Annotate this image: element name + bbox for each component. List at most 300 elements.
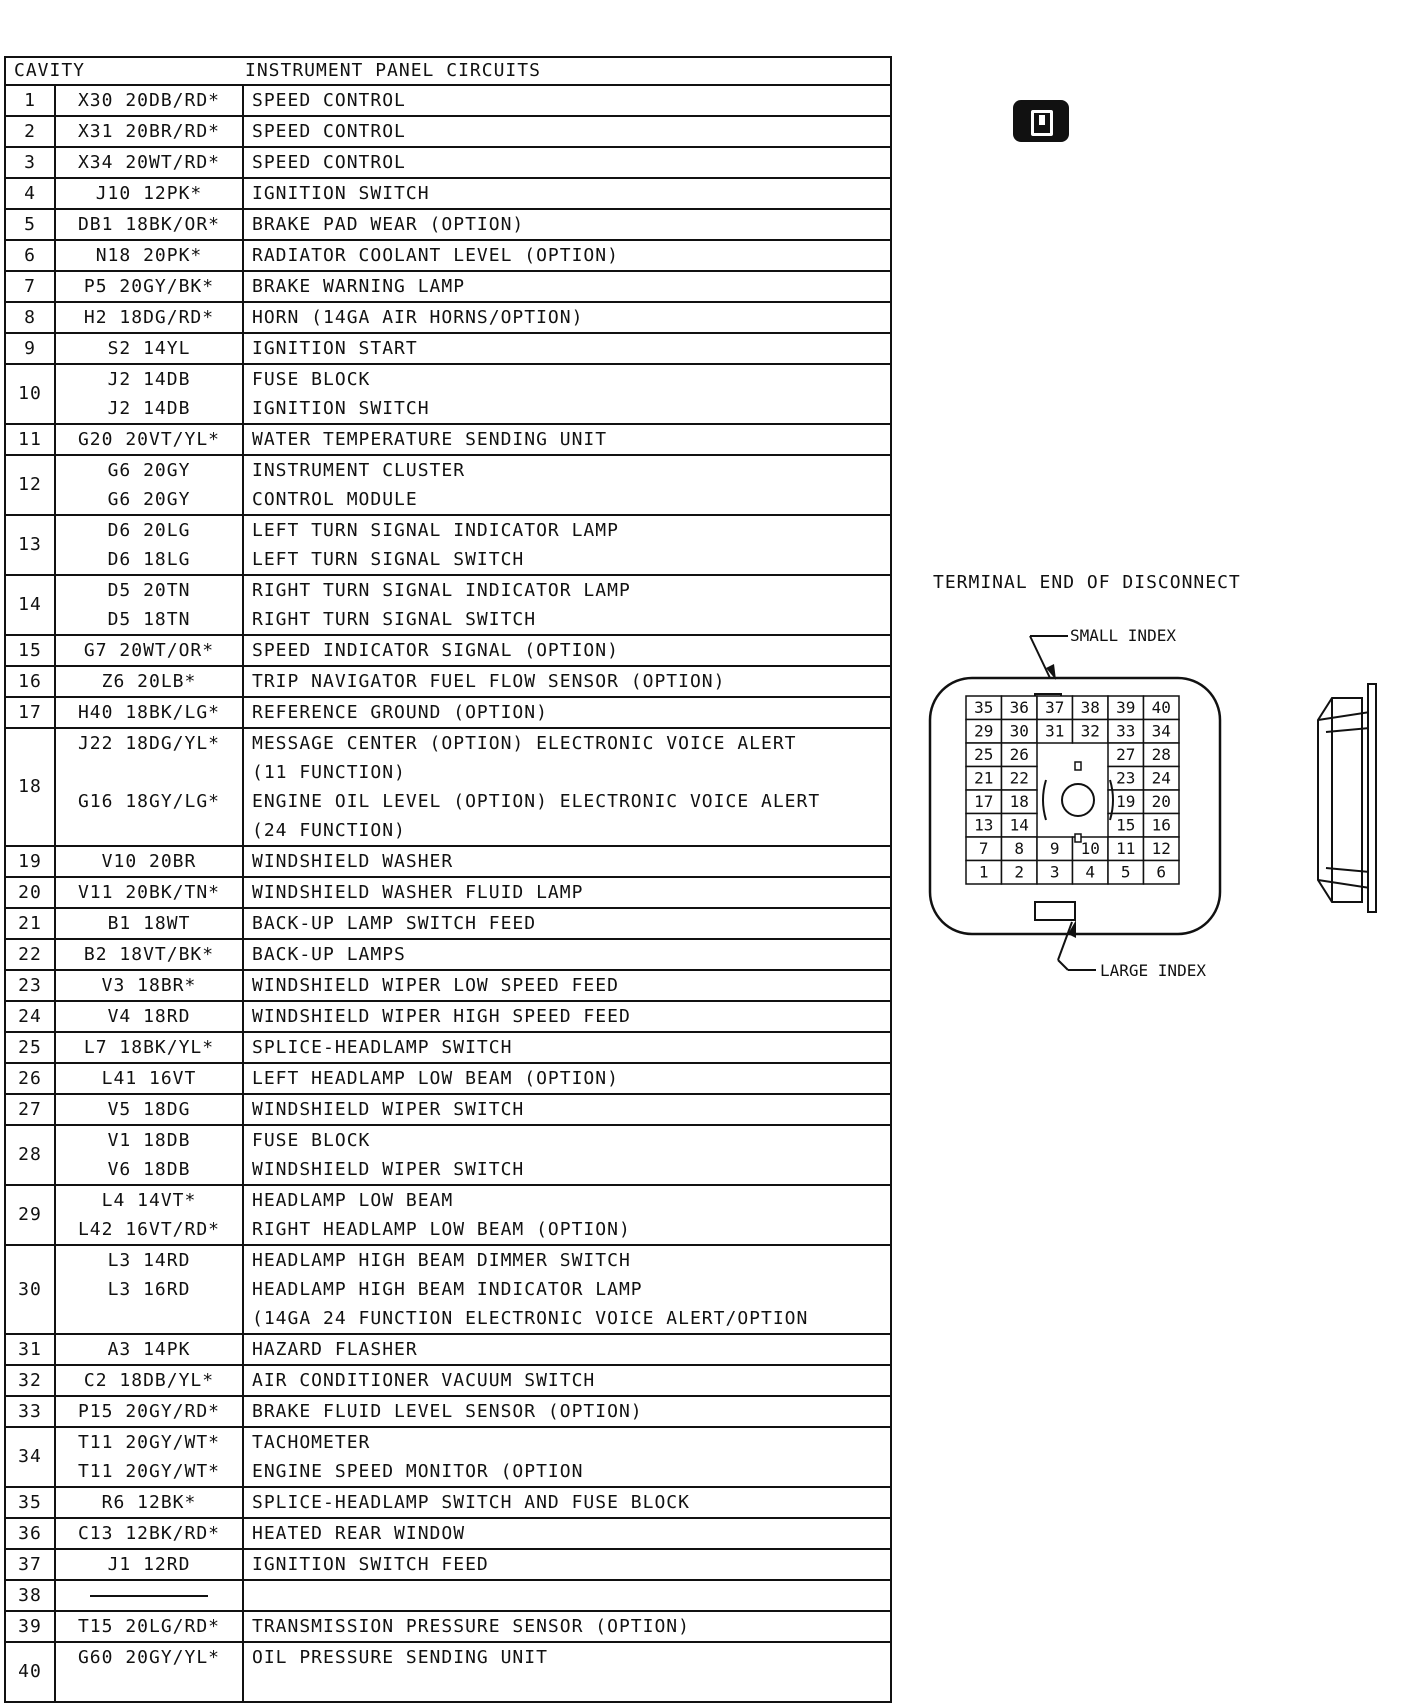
- table-row: [5, 1396, 891, 1427]
- table-row: [5, 364, 891, 424]
- table-row: [5, 424, 891, 455]
- circuit-description: [252, 1581, 882, 1610]
- circuit-description: HORN (14GA AIR HORNS/OPTION): [252, 307, 584, 328]
- circuit-description: BRAKE PAD WEAR (OPTION): [252, 214, 525, 235]
- header-circuits-label: INSTRUMENT PANEL CIRCUITS: [245, 60, 541, 81]
- cavity-number: 35: [5, 1487, 55, 1518]
- terminal-number: 14: [1009, 815, 1029, 835]
- table-row: [5, 455, 891, 515]
- circuit-description: WINDSHIELD WIPER SWITCH: [252, 1159, 525, 1180]
- circuit-description-cell: [243, 147, 891, 178]
- wire-code-cell: [55, 728, 243, 846]
- latch-left-arc: [1043, 780, 1046, 820]
- table-row: [5, 240, 891, 271]
- wire-code-cell: [55, 1487, 243, 1518]
- circuit-description: INSTRUMENT CLUSTER: [252, 460, 466, 481]
- terminal-number: 15: [1116, 815, 1136, 835]
- cavity-number: 27: [5, 1094, 55, 1125]
- cavity-number: 15: [5, 635, 55, 666]
- cavity-number: 16: [5, 666, 55, 697]
- circuit-description: (11 FUNCTION): [252, 762, 406, 783]
- cavity-number: 23: [5, 970, 55, 1001]
- wire-code-cell: [55, 1032, 243, 1063]
- header-circuits: [243, 57, 891, 85]
- small-index-arrow-line: [1030, 636, 1050, 678]
- circuit-description: ENGINE OIL LEVEL (OPTION) ELECTRONIC VOICE ALERT: [252, 791, 821, 812]
- wire-code: J1 12RD: [107, 1554, 191, 1575]
- table-row: [5, 1125, 891, 1185]
- circuit-description-cell: [243, 302, 891, 333]
- wire-code-cell: [55, 1094, 243, 1125]
- cavity-number: 12: [5, 455, 55, 515]
- table-row: [5, 1032, 891, 1063]
- circuit-description: RIGHT HEADLAMP LOW BEAM (OPTION): [252, 1219, 631, 1240]
- wire-code-cell: [55, 1549, 243, 1580]
- wire-code: X34 20WT/RD*: [77, 152, 221, 173]
- terminal-number: 31: [1045, 721, 1065, 741]
- circuit-description: RIGHT TURN SIGNAL INDICATOR LAMP: [252, 580, 631, 601]
- wire-code-cell: [55, 1427, 243, 1487]
- terminal-number: 10: [1080, 839, 1100, 858]
- cavity-number: 22: [5, 939, 55, 970]
- circuit-description-cell: [243, 1518, 891, 1549]
- circuit-description-cell: [243, 1063, 891, 1094]
- wire-code: L3 14RD: [107, 1250, 191, 1271]
- table-row: [5, 846, 891, 877]
- circuit-description-cell: [243, 424, 891, 455]
- wire-code: L7 18BK/YL*: [83, 1037, 215, 1058]
- connector-title: TERMINAL END OF DISCONNECT: [933, 572, 1241, 593]
- table-row: [5, 1334, 891, 1365]
- table-row: [5, 877, 891, 908]
- wire-code: L3 16RD: [107, 1279, 191, 1300]
- wire-code: J2 14DB: [107, 398, 191, 419]
- cavity-number: 36: [5, 1518, 55, 1549]
- wire-code: N18 20PK*: [95, 245, 203, 266]
- circuit-description: ENGINE SPEED MONITOR (OPTION: [252, 1461, 584, 1482]
- wire-code: D5 18TN: [107, 609, 191, 630]
- wire-code: P15 20GY/RD*: [77, 1401, 221, 1422]
- circuit-description: IGNITION SWITCH: [252, 183, 430, 204]
- terminal-number: 36: [1009, 698, 1029, 717]
- terminal-number: 1: [978, 862, 989, 882]
- wire-code-cell: [55, 209, 243, 240]
- circuit-description-cell: [243, 877, 891, 908]
- circuit-description: AIR CONDITIONER VACUUM SWITCH: [252, 1370, 596, 1391]
- circuit-description-cell: [243, 728, 891, 846]
- circuit-description: SPEED CONTROL: [252, 152, 406, 173]
- table-row: [5, 515, 891, 575]
- circuit-description: OIL PRESSURE SENDING UNIT: [252, 1647, 548, 1668]
- circuit-description-cell: [243, 333, 891, 364]
- wire-code: DB1 18BK/OR*: [77, 214, 221, 235]
- circuit-description-cell: [243, 271, 891, 302]
- circuit-description-cell: [243, 846, 891, 877]
- terminal-number: 26: [1009, 745, 1029, 764]
- wire-code: L4 14VT*: [101, 1190, 197, 1211]
- terminal-number: 19: [1116, 792, 1136, 811]
- cavity-number: 30: [5, 1245, 55, 1334]
- terminal-number: 3: [1049, 862, 1060, 882]
- large-index-arrow-line: [1058, 922, 1072, 960]
- wire-code-cell: [55, 364, 243, 424]
- cavity-number: 1: [5, 85, 55, 116]
- table-row: [5, 1487, 891, 1518]
- cavity-number: 5: [5, 209, 55, 240]
- connector-side-view: [1318, 684, 1376, 912]
- terminal-grid: [966, 696, 1179, 884]
- wire-code-cell: [55, 575, 243, 635]
- terminal-number: 16: [1151, 815, 1171, 835]
- large-index-leader-a: [1058, 960, 1068, 970]
- circuit-description: SPLICE-HEADLAMP SWITCH: [252, 1037, 513, 1058]
- cavity-number: 18: [5, 728, 55, 846]
- circuit-description: CONTROL MODULE: [252, 489, 418, 510]
- table-row: [5, 271, 891, 302]
- cavity-number: 7: [5, 271, 55, 302]
- wire-code-cell: [55, 666, 243, 697]
- wire-code: J2 14DB: [107, 369, 191, 390]
- cavity-number: 26: [5, 1063, 55, 1094]
- wire-code: G60 20GY/YL*: [77, 1647, 221, 1668]
- table-row: [5, 1245, 891, 1334]
- wire-code: L41 16VT: [101, 1068, 197, 1089]
- terminal-number: 30: [1009, 721, 1029, 741]
- terminal-number: 28: [1151, 745, 1171, 764]
- wire-code: [64, 816, 234, 845]
- circuit-description-cell: [243, 209, 891, 240]
- circuit-table: [4, 56, 892, 1703]
- wire-code: H40 18BK/LG*: [77, 702, 221, 723]
- table-row: [5, 116, 891, 147]
- circuit-description: RADIATOR COOLANT LEVEL (OPTION): [252, 245, 619, 266]
- circuit-description: TRANSMISSION PRESSURE SENSOR (OPTION): [252, 1616, 690, 1637]
- circuit-description-cell: [243, 364, 891, 424]
- header-cavity: [5, 57, 243, 85]
- table-row: [5, 666, 891, 697]
- cavity-number: 38: [5, 1580, 55, 1611]
- circuit-description-cell: [243, 1001, 891, 1032]
- wire-code: J22 18DG/YL*: [77, 733, 221, 754]
- wire-code-cell: [55, 178, 243, 209]
- terminal-number: 11: [1116, 839, 1136, 858]
- table-row: [5, 1518, 891, 1549]
- circuit-description: WATER TEMPERATURE SENDING UNIT: [252, 429, 608, 450]
- wire-code: V4 18RD: [107, 1006, 191, 1027]
- cavity-number: 8: [5, 302, 55, 333]
- circuit-description: IGNITION SWITCH FEED: [252, 1554, 489, 1575]
- circuit-description-cell: [243, 240, 891, 271]
- wire-code-cell: [55, 1125, 243, 1185]
- wire-code: V6 18DB: [107, 1159, 191, 1180]
- wire-code-cell: [55, 908, 243, 939]
- terminal-number: 12: [1151, 839, 1171, 858]
- terminal-number: 4: [1085, 862, 1096, 882]
- cavity-number: 37: [5, 1549, 55, 1580]
- table-row: [5, 147, 891, 178]
- circuit-description-cell: [243, 1365, 891, 1396]
- wire-code: X30 20DB/RD*: [77, 90, 221, 111]
- circuit-description: SPLICE-HEADLAMP SWITCH AND FUSE BLOCK: [252, 1492, 690, 1513]
- cavity-number: 28: [5, 1125, 55, 1185]
- circuit-description: SPEED CONTROL: [252, 90, 406, 111]
- wire-code: B1 18WT: [107, 913, 191, 934]
- circuit-description: (24 FUNCTION): [252, 820, 406, 841]
- table-row: [5, 333, 891, 364]
- terminal-number: 21: [974, 768, 994, 788]
- small-index-label: SMALL INDEX: [1070, 626, 1176, 645]
- wire-code-cell: [55, 1642, 243, 1702]
- circuit-description-cell: [243, 1094, 891, 1125]
- wire-code-cell: [55, 271, 243, 302]
- cavity-number: 6: [5, 240, 55, 271]
- latch-top-tab: [1075, 762, 1081, 770]
- circuit-description-cell: [243, 908, 891, 939]
- connector-symbol-icon: [1013, 100, 1069, 142]
- circuit-description-cell: [243, 1185, 891, 1245]
- table-row: [5, 1001, 891, 1032]
- latch-bottom-tab: [1075, 834, 1081, 842]
- wire-code: G6 20GY: [107, 460, 191, 481]
- circuit-description: IGNITION SWITCH: [252, 398, 430, 419]
- terminal-number: 17: [974, 792, 994, 811]
- wire-code: X31 20BR/RD*: [77, 121, 221, 142]
- circuit-description-cell: [243, 635, 891, 666]
- cavity-number: 33: [5, 1396, 55, 1427]
- cavity-number: 2: [5, 116, 55, 147]
- terminal-number: 7: [978, 839, 989, 858]
- terminal-number: 18: [1009, 792, 1029, 811]
- circuit-description: FUSE BLOCK: [252, 1130, 371, 1151]
- wire-code: G16 18GY/LG*: [77, 791, 221, 812]
- circuit-description-cell: [243, 575, 891, 635]
- table-row: [5, 1185, 891, 1245]
- wire-code-cell: [55, 1001, 243, 1032]
- wire-code: H2 18DG/RD*: [83, 307, 215, 328]
- wire-code: B2 18VT/BK*: [83, 944, 215, 965]
- table-row: [5, 1580, 891, 1611]
- wire-code-cell: [55, 1185, 243, 1245]
- cavity-number: 29: [5, 1185, 55, 1245]
- terminal-number: 24: [1151, 768, 1171, 788]
- table-row: [5, 575, 891, 635]
- cavity-number: 39: [5, 1611, 55, 1642]
- cavity-number: 21: [5, 908, 55, 939]
- wire-code: D5 20TN: [107, 580, 191, 601]
- wire-code: T11 20GY/WT*: [77, 1461, 221, 1482]
- terminal-number: 33: [1116, 721, 1136, 741]
- terminal-number: 27: [1116, 745, 1136, 764]
- terminal-number: 29: [974, 721, 994, 741]
- terminal-number: 8: [1014, 839, 1025, 858]
- circuit-description-cell: [243, 1611, 891, 1642]
- circuit-description-cell: [243, 697, 891, 728]
- circuit-description-cell: [243, 1032, 891, 1063]
- circuit-description-cell: [243, 1334, 891, 1365]
- table-row: [5, 1642, 891, 1702]
- wire-code: V3 18BR*: [101, 975, 197, 996]
- table-row: [5, 302, 891, 333]
- wire-code-cell: [55, 240, 243, 271]
- wire-code: L42 16VT/RD*: [77, 1219, 221, 1240]
- center-latch: [1062, 784, 1094, 816]
- table-row: [5, 1549, 891, 1580]
- wire-code-cell: [55, 1580, 243, 1611]
- wire-code: D6 20LG: [107, 520, 191, 541]
- wire-code-cell: [55, 635, 243, 666]
- circuit-description: WINDSHIELD WASHER FLUID LAMP: [252, 882, 584, 903]
- circuit-description: TACHOMETER: [252, 1432, 371, 1453]
- terminal-number: 35: [974, 698, 994, 717]
- circuit-description-cell: [243, 1427, 891, 1487]
- circuit-description-cell: [243, 1549, 891, 1580]
- circuit-description: FUSE BLOCK: [252, 369, 371, 390]
- cavity-number: 17: [5, 697, 55, 728]
- cavity-number: 20: [5, 877, 55, 908]
- cavity-number: 32: [5, 1365, 55, 1396]
- circuit-description-cell: [243, 455, 891, 515]
- circuit-description: RIGHT TURN SIGNAL SWITCH: [252, 609, 537, 630]
- connector-diagram: [930, 626, 1408, 1060]
- circuit-description-cell: [243, 1396, 891, 1427]
- cavity-number: 40: [5, 1642, 55, 1702]
- cavity-number: 34: [5, 1427, 55, 1487]
- wire-code: C13 12BK/RD*: [77, 1523, 221, 1544]
- terminal-number: 23: [1116, 768, 1136, 788]
- terminal-number: 9: [1049, 839, 1060, 858]
- circuit-description: SPEED CONTROL: [252, 121, 406, 142]
- circuit-description: HEADLAMP HIGH BEAM INDICATOR LAMP: [252, 1279, 643, 1300]
- wire-code-cell: [55, 333, 243, 364]
- circuit-description: WINDSHIELD WIPER SWITCH: [252, 1099, 525, 1120]
- wire-code: J10 12PK*: [95, 183, 203, 204]
- cavity-number: 25: [5, 1032, 55, 1063]
- terminal-number: 5: [1120, 862, 1131, 882]
- circuit-description: LEFT HEADLAMP LOW BEAM (OPTION): [252, 1068, 619, 1089]
- cavity-number: 4: [5, 178, 55, 209]
- wire-code-cell: [55, 424, 243, 455]
- circuit-description-cell: [243, 1125, 891, 1185]
- wire-code-cell: [55, 85, 243, 116]
- wire-code: G20 20VT/YL*: [77, 429, 221, 450]
- wire-code: R6 12BK*: [101, 1492, 197, 1513]
- wire-code-cell: [55, 1334, 243, 1365]
- circuit-description-cell: [243, 178, 891, 209]
- table-header: [5, 57, 891, 85]
- table-row: [5, 635, 891, 666]
- wire-code: C2 18DB/YL*: [83, 1370, 215, 1391]
- empty-cavity-dash: [90, 1595, 208, 1597]
- circuit-description: HEATED REAR WINDOW: [252, 1523, 466, 1544]
- circuit-description: IGNITION START: [252, 338, 418, 359]
- circuit-description: TRIP NAVIGATOR FUEL FLOW SENSOR (OPTION): [252, 671, 726, 692]
- circuit-description-cell: [243, 116, 891, 147]
- table-row: [5, 908, 891, 939]
- terminal-number: 40: [1151, 698, 1171, 717]
- circuit-description: WINDSHIELD WIPER HIGH SPEED FEED: [252, 1006, 631, 1027]
- cavity-number: 9: [5, 333, 55, 364]
- wire-code: V5 18DG: [107, 1099, 191, 1120]
- wire-code-cell: [55, 1518, 243, 1549]
- wire-code-cell: [55, 1611, 243, 1642]
- wire-code-cell: [55, 697, 243, 728]
- circuit-description: BACK-UP LAMPS: [252, 944, 406, 965]
- circuit-description: BRAKE FLUID LEVEL SENSOR (OPTION): [252, 1401, 643, 1422]
- cavity-number: 31: [5, 1334, 55, 1365]
- terminal-number: 25: [974, 745, 994, 764]
- terminal-number: 32: [1080, 721, 1100, 741]
- circuit-description: [252, 1672, 882, 1701]
- circuit-description: (14GA 24 FUNCTION ELECTRONIC VOICE ALERT/OPTION: [252, 1308, 809, 1329]
- wire-code: [64, 1304, 234, 1333]
- wire-code: S2 14YL: [107, 338, 191, 359]
- circuit-description: WINDSHIELD WASHER: [252, 851, 454, 872]
- table-row: [5, 970, 891, 1001]
- circuit-description: LEFT TURN SIGNAL SWITCH: [252, 549, 525, 570]
- cavity-number: 19: [5, 846, 55, 877]
- wire-code-cell: [55, 147, 243, 178]
- circuit-description: REFERENCE GROUND (OPTION): [252, 702, 548, 723]
- wire-code-cell: [55, 939, 243, 970]
- cavity-number: 3: [5, 147, 55, 178]
- circuit-description: HEADLAMP HIGH BEAM DIMMER SWITCH: [252, 1250, 631, 1271]
- circuit-description-cell: [243, 85, 891, 116]
- wire-code-cell: [55, 1365, 243, 1396]
- circuit-description: SPEED INDICATOR SIGNAL (OPTION): [252, 640, 619, 661]
- table-row: [5, 1427, 891, 1487]
- wire-code: V11 20BK/TN*: [77, 882, 221, 903]
- large-index-label: LARGE INDEX: [1100, 961, 1206, 980]
- circuit-description: HAZARD FLASHER: [252, 1339, 418, 1360]
- wire-code-cell: [55, 1245, 243, 1334]
- circuit-description: MESSAGE CENTER (OPTION) ELECTRONIC VOICE ALERT: [252, 733, 797, 754]
- circuit-description: BRAKE WARNING LAMP: [252, 276, 466, 297]
- table-row: [5, 1094, 891, 1125]
- circuit-description: WINDSHIELD WIPER LOW SPEED FEED: [252, 975, 619, 996]
- terminal-number: 22: [1009, 768, 1029, 788]
- wire-code: V1 18DB: [107, 1130, 191, 1151]
- wire-code: T11 20GY/WT*: [77, 1432, 221, 1453]
- terminal-number: 37: [1045, 698, 1065, 717]
- circuit-description: LEFT TURN SIGNAL INDICATOR LAMP: [252, 520, 619, 541]
- wire-code-cell: [55, 846, 243, 877]
- cavity-number: 24: [5, 1001, 55, 1032]
- wire-code: P5 20GY/BK*: [83, 276, 215, 297]
- circuit-description-cell: [243, 1487, 891, 1518]
- wire-code: T15 20LG/RD*: [77, 1616, 221, 1637]
- wire-code: G7 20WT/OR*: [83, 640, 215, 661]
- cavity-number: 10: [5, 364, 55, 424]
- circuit-description: BACK-UP LAMP SWITCH FEED: [252, 913, 537, 934]
- circuit-description-cell: [243, 666, 891, 697]
- terminal-number: 34: [1151, 721, 1171, 741]
- header-cavity-label: CAVITY: [14, 60, 86, 81]
- wire-code: V10 20BR: [101, 851, 197, 872]
- wire-code: [64, 758, 234, 787]
- terminal-number: 38: [1080, 698, 1100, 717]
- cavity-number: 11: [5, 424, 55, 455]
- wire-code: [64, 1672, 234, 1701]
- large-index-key: [1035, 902, 1075, 920]
- terminal-number: 39: [1116, 698, 1136, 717]
- table-row: [5, 1365, 891, 1396]
- terminal-number: 6: [1156, 862, 1167, 882]
- wire-code: Z6 20LB*: [101, 671, 197, 692]
- circuit-description-cell: [243, 1245, 891, 1334]
- table-row: [5, 1611, 891, 1642]
- circuit-description-cell: [243, 1642, 891, 1702]
- table-row: [5, 209, 891, 240]
